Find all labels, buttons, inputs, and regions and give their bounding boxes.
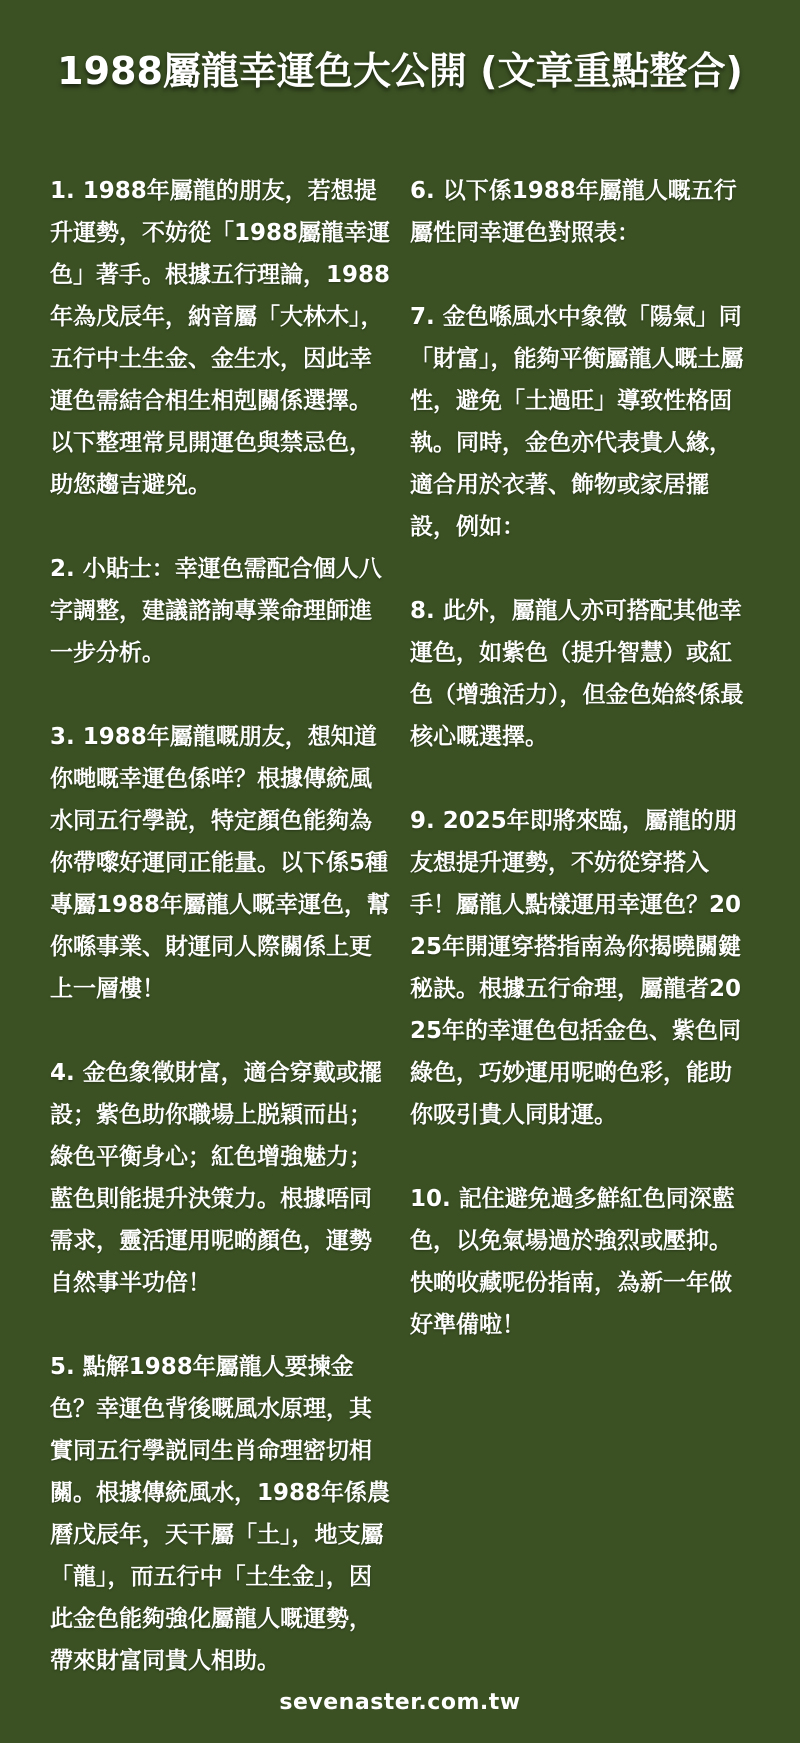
paragraph-7: 7. 金色喺風水中象徵「陽氣」同「財富」，能夠平衡屬龍人嘅土屬性，避免「土過旺」導致性格固執。同時，金色亦代表貴人緣，適合用於衣著、飾物或家居擺設，例如： [410, 304, 744, 540]
paragraph-5: 5. 點解1988年屬龍人要揀金色？幸運色背後嘅風水原理，其實同五行學説同生肖命理密切相關。根據傳統風水，1988年係農曆戊辰年，天干屬「土」，地支屬「龍」，而五行中「土生金」，因此金色能夠強化屬龍人嘅運勢，帶來財富同貴人相助。 [50, 1354, 391, 1674]
paragraph-9: 9. 2025年即將來臨，屬龍的朋友想提升運勢，不妨從穿搭入手！屬龍人點樣運用幸運色？2025年開運穿搭指南為你揭曉關鍵秘訣。根據五行命理，屬龍者2025年的幸運色包括金色、紫色同綠色，巧妙運用呢啲色彩，能助你吸引貴人同財運。 [410, 808, 742, 1128]
paragraph-4: 4. 金色象徵財富，適合穿戴或擺設；紫色助你職場上脱穎而出；綠色平衡身心；紅色增強魅力；藍色則能提升決策力。根據唔同需求，靈活運用呢啲顏色，運勢自然事半功倍！ [50, 1060, 382, 1296]
right-column [410, 170, 750, 1724]
paragraph-3: 3. 1988年屬龍嘅朋友，想知道你哋嘅幸運色係咩？根據傳統風水同五行學說，特定顏色能夠為你帶嚟好運同正能量。以下係5種專屬1988年屬龍人嘅幸運色，幫你喺事業、財運同人際關係上更上一層樓！ [50, 724, 391, 1002]
paragraph-6: 6. 以下係1988年屬龍人嘅五行屬性同幸運色對照表： [410, 178, 737, 246]
paragraph-10: 10. 記住避免過多鮮紅色同深藍色，以免氣場過於強烈或壓抑。快啲收藏呢份指南，為新一年做好準備啦！ [410, 1186, 735, 1338]
paragraph-2: 2. 小貼士：幸運色需配合個人八字調整，建議諮詢專業命理師進一步分析。 [50, 556, 382, 666]
left-column [50, 170, 390, 1724]
paragraph-1: 1. 1988年屬龍的朋友，若想提升運勢，不妨從「1988屬龍幸運色」著手。根據五行理論，1988年為戊辰年，納音屬「大林木」，五行中土生金、金生水，因此幸運色需結合相生相剋關係選擇。以下整理常見開運色與禁忌色，助您趨吉避兇。 [50, 178, 391, 498]
content-columns [50, 170, 750, 1724]
paragraph-8: 8. 此外，屬龍人亦可搭配其他幸運色，如紫色（提升智慧）或紅色（增強活力），但金色始終係最核心嘅選擇。 [410, 598, 744, 750]
page-title: 1988屬龍幸運色大公開 (文章重點整合) [57, 49, 743, 93]
site-footer-url: sevenaster.com.tw [279, 1690, 521, 1715]
